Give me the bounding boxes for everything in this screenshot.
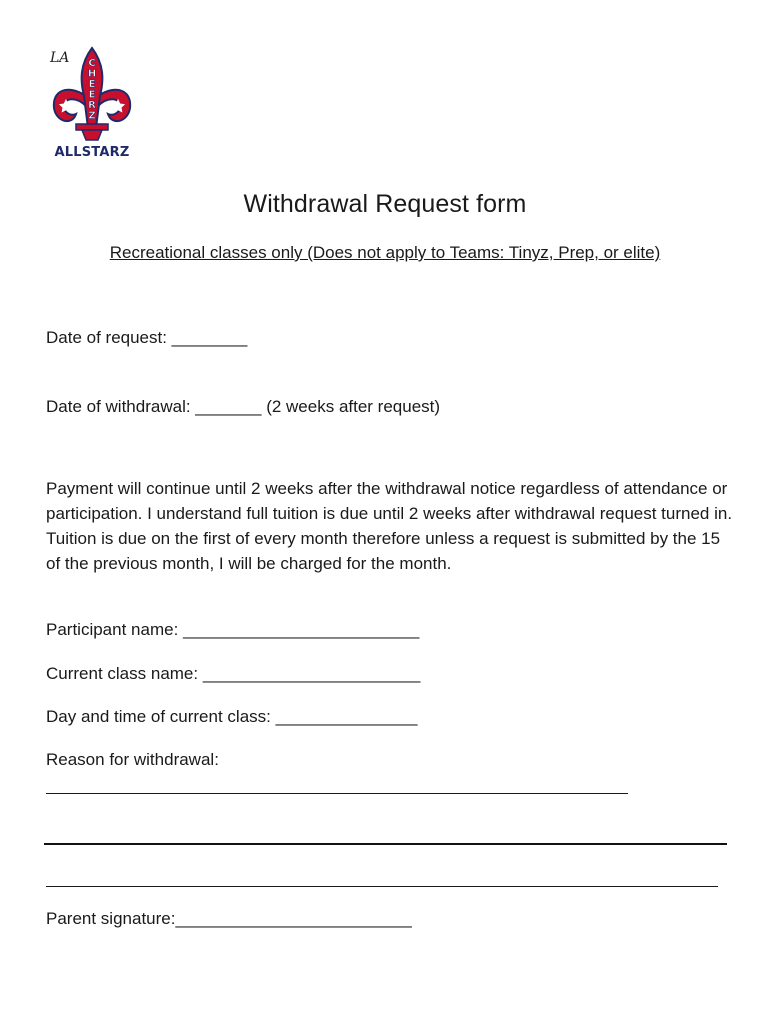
fleur-de-lis-icon — [46, 44, 138, 160]
logo-top-text: LA — [50, 50, 70, 66]
reason-line-3[interactable] — [46, 886, 718, 887]
logo-letter: H — [87, 68, 97, 80]
la-cheerz-allstarz-logo — [46, 44, 138, 160]
logo-letter: C — [88, 58, 96, 69]
page-title: Withdrawal Request form — [243, 190, 527, 218]
parent-signature-field[interactable]: Parent signature:_________________________ — [46, 909, 412, 928]
logo-letter: E — [88, 89, 96, 101]
logo-letter: R — [88, 100, 96, 111]
reason-label: Reason for withdrawal: — [46, 750, 219, 769]
logo-bottom-text: ALLSTARZ — [54, 145, 130, 160]
page-subtitle: Recreational classes only (Does not apply to Teams: Tinyz, Prep, or elite) — [109, 243, 661, 262]
date-of-withdrawal-field[interactable]: Date of withdrawal: _______ (2 weeks after request) — [46, 397, 441, 416]
logo-letter: Z — [88, 110, 96, 122]
policy-paragraph: Payment will continue until 2 weeks after the withdrawal notice regardless of attendance or participation. I understand full tuition is due until 2 weeks after withdrawal request turned in. Tuition is due on the first of every month therefore unless a request is submitted by the 15 of the previous month, I will be charged for the month. — [46, 479, 733, 573]
logo-letter: E — [88, 79, 96, 90]
logo-vertical-text — [88, 58, 96, 122]
date-of-request-field[interactable]: Date of request: ________ — [46, 328, 248, 347]
current-class-name-field[interactable]: Current class name: _______________________ — [46, 664, 421, 683]
reason-line-1[interactable] — [46, 793, 628, 794]
participant-name-field[interactable]: Participant name: _________________________ — [46, 620, 420, 639]
day-time-field[interactable]: Day and time of current class: _______________ — [46, 707, 418, 726]
reason-line-2[interactable] — [44, 843, 727, 845]
